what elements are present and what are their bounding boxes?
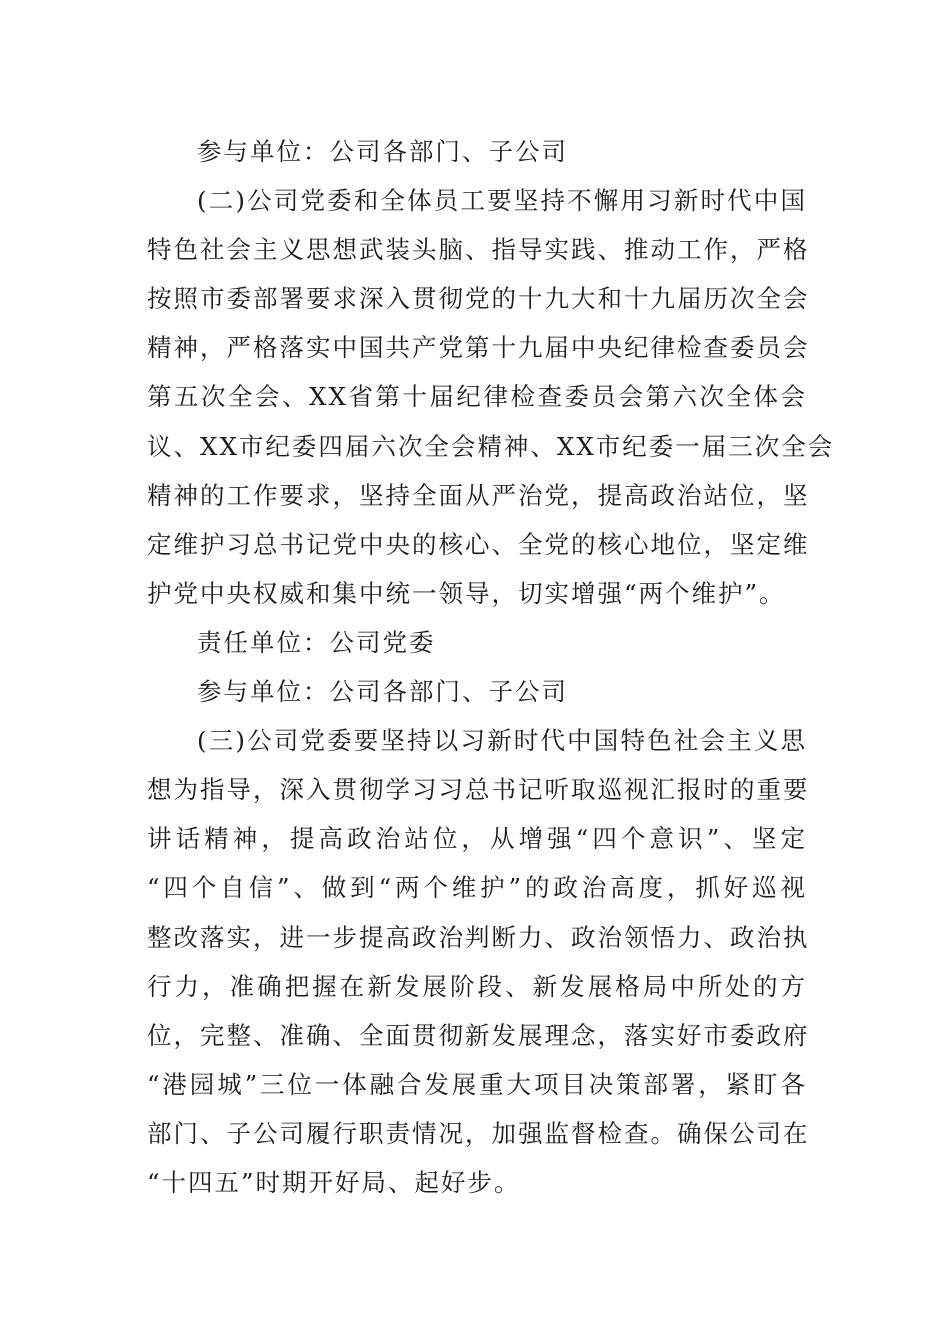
section-2-line-2: 特色社会主义思想武装头脑、指导实践、推动工作，严格	[147, 235, 810, 265]
section-2-line-7: 精神的工作要求，坚持全面从严治党，提高政治站位，坚	[147, 480, 810, 510]
section-2-line-1: (二)公司党委和全体员工要坚持不懈用习新时代中国	[197, 186, 807, 216]
section-2-line-8: 定维护习总书记党中央的核心、全党的核心地位，坚定维	[147, 529, 810, 559]
section-3-line-10: “十四五”时期开好局、起好步。	[147, 1167, 521, 1197]
section-3-line-3: 讲话精神，提高政治站位，从增强“四个意识”、坚定	[147, 824, 807, 854]
section-3-line-1: (三)公司党委要坚持以习新时代中国特色社会主义思	[197, 726, 807, 756]
section-3-line-5: 整改落实，进一步提高政治判断力、政治领悟力、政治执	[147, 922, 810, 952]
section-3-line-2: 想为指导，深入贯彻学习习总书记听取巡视汇报时的重要	[147, 775, 810, 805]
document-body	[147, 127, 835, 1207]
section-3-line-9: 部门、子公司履行职责情况，加强监督检查。确保公司在	[147, 1118, 810, 1148]
participating-units-line-2: 参与单位：公司各部门、子公司	[197, 677, 568, 707]
section-3-line-8: “港园城”三位一体融合发展重大项目决策部署，紧盯各	[147, 1069, 807, 1099]
section-3-line-4: “四个自信”、做到“两个维护”的政治高度，抓好巡视	[147, 873, 807, 903]
section-3-line-7: 位，完整、准确、全面贯彻新发展理念，落实好市委政府	[147, 1020, 810, 1050]
section-2-line-9: 护党中央权威和集中统一领导，切实增强“两个维护”。	[147, 578, 786, 608]
section-2-line-5: 第五次全会、XX省第十届纪律检查委员会第六次全体会	[147, 382, 807, 412]
participating-units-line-1: 参与单位：公司各部门、子公司	[197, 137, 568, 166]
responsible-unit-line: 责任单位：公司党委	[197, 627, 436, 657]
section-3-line-6: 行力，准确把握在新发展阶段、新发展格局中所处的方	[147, 971, 807, 1001]
section-2-line-6: 议、XX市纪委四届六次全会精神、XX市纪委一届三次全会	[147, 431, 835, 461]
section-2-line-3: 按照市委部署要求深入贯彻党的十九大和十九届历次全会	[147, 284, 810, 314]
section-2-line-4: 精神，严格落实中国共产党第十九届中央纪律检查委员会	[147, 333, 810, 363]
